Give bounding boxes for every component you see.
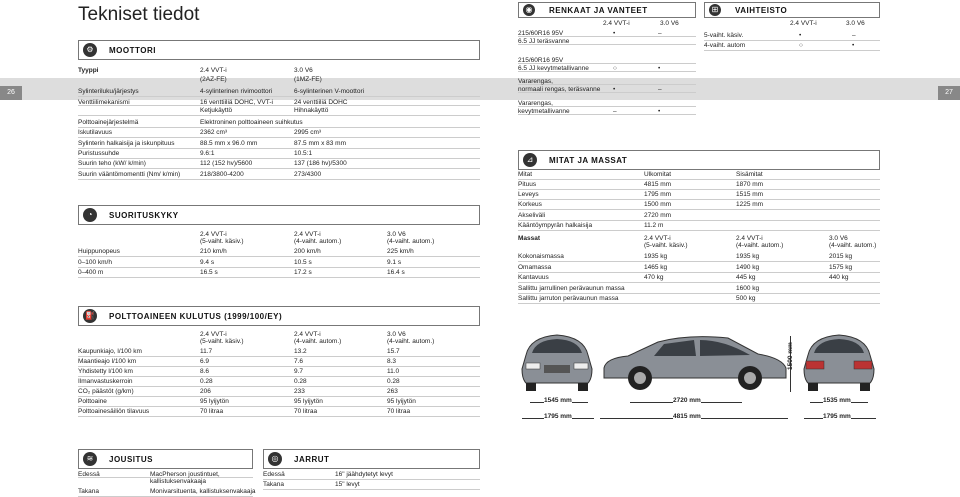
car-front-view <box>518 325 596 395</box>
mitat-row <box>518 190 880 200</box>
moottori-row <box>78 98 480 106</box>
renkaat-row <box>518 77 696 85</box>
renkaat-row-cell: 6.5 JJ teräsvanne <box>518 38 570 45</box>
polttoaine-col-head: 2.4 VVT-i <box>294 331 321 338</box>
moottori-heading: MOOTTORI <box>109 46 156 55</box>
polttoaine-row-cell: 70 litraa <box>200 408 224 415</box>
jousitus-row-cell: Edessä <box>78 471 100 478</box>
suorituskyky-row-cell: 0–100 km/h <box>78 258 112 266</box>
mitat-row-cell: 1500 mm <box>644 201 672 208</box>
dim-1795a-label: 1795 mm <box>544 413 572 420</box>
massat-col-head: 2.4 VVT-i <box>644 235 671 242</box>
moottori-row-cell: 10.5:1 <box>294 150 313 157</box>
brake-disc-icon: ◎ <box>268 452 282 466</box>
renkaat-row-cell: • <box>658 65 661 72</box>
renkaat-col-head: 2.4 VVT-i <box>603 20 630 27</box>
jousitus-header <box>78 449 253 469</box>
suorituskyky-heading: SUORITUSKYKY <box>109 211 179 220</box>
polttoaine-row-cell: CO₂ päästöt (g/km) <box>78 388 134 395</box>
jousitus-row <box>78 487 256 497</box>
polttoaine-row-cell: 70 litraa <box>294 408 318 415</box>
vaihteisto-row-cell: – <box>852 32 856 39</box>
suorituskyky-col-sub: (5-vaiht. käsiv.) <box>200 238 244 245</box>
polttoaine-row-cell: 95 lyijytön <box>294 398 323 405</box>
renkaat-row <box>518 107 696 115</box>
massat-col-sub: (5-vaiht. käsiv.) <box>644 242 688 249</box>
jarrut-header <box>263 449 480 469</box>
suorituskyky-header <box>78 205 480 225</box>
mitat-row-cell: 11.2 m <box>644 222 664 229</box>
moottori-row-cell: 16 venttiiliä DOHC, VVT-i <box>200 99 273 106</box>
suorituskyky-col-sub: (4-vaiht. autom.) <box>294 238 342 245</box>
polttoaine-row-cell: 15.7 <box>387 348 400 355</box>
mitat-row-cell: Akseliväli <box>518 212 546 219</box>
vaihteisto-heading: VAIHTEISTO <box>735 6 788 15</box>
polttoaine-row-cell: 11.7 <box>200 348 213 355</box>
renkaat-row-cell: kevytmetallivanne <box>518 108 570 115</box>
massat-row-cell: 1465 kg <box>644 263 668 271</box>
renkaat-row <box>518 85 696 93</box>
vaihteisto-row <box>704 41 880 51</box>
mitat-heading: MITAT JA MASSAT <box>549 156 628 165</box>
polttoaine-row <box>78 407 480 417</box>
dim-1535-label: 1535 mm <box>823 397 851 404</box>
moottori-row-cell: 6-sylinterinen V-moottori <box>294 88 365 95</box>
page-title: Tekniset tiedot <box>78 4 200 25</box>
suorituskyky-col-head: 2.4 VVT-i <box>294 231 321 238</box>
moottori-row-cell: Suurin vääntömomentti (Nm/ k/min) <box>78 171 181 178</box>
jousitus-row-cell: Monivarsituenta, kallistuksenvakaaja <box>150 488 256 495</box>
polttoaine-row-cell: Polttoainesäiliön tilavuus <box>78 408 150 415</box>
renkaat-row <box>518 29 696 37</box>
polttoaine-row-cell: 0.28 <box>387 378 400 385</box>
renkaat-heading: RENKAAT JA VANTEET <box>549 6 648 15</box>
moottori-row-cell: Ketjukäyttö <box>200 107 233 114</box>
massat-row-cell: 2015 kg <box>829 253 853 260</box>
moottori-row-cell: Venttiilimekanismi <box>78 99 130 106</box>
renkaat-row-cell: – <box>658 86 662 93</box>
moottori-row-cell: 88.5 mm x 96.0 mm <box>200 140 258 147</box>
dim-height-label: 1500 mm <box>787 342 794 370</box>
suorituskyky-row <box>78 268 480 278</box>
moottori-col1-head: 2.4 VVT-i <box>200 67 227 74</box>
moottori-row-cell: 137 (186 hv)/5300 <box>294 160 347 167</box>
moottori-row-cell: 9.6:1 <box>200 150 215 157</box>
moottori-header <box>78 40 480 60</box>
massat-row-cell: 1935 kg <box>736 253 760 260</box>
polttoaine-col-sub: (5-vaiht. käsiv.) <box>200 338 244 345</box>
polttoaine-row-cell: 6.9 <box>200 358 210 365</box>
massat-row-cell: 440 kg <box>829 274 849 281</box>
suorituskyky-row-cell: 0–400 m <box>78 269 104 276</box>
vaihteisto-col-head: 2.4 VVT-i <box>790 20 817 27</box>
mitat-row-cell: Korkeus <box>518 201 542 208</box>
moottori-col2-sub: (1MZ-FE) <box>294 76 322 83</box>
moottori-row-cell: 112 (152 hv)/5600 <box>200 160 253 167</box>
vaihteisto-row <box>704 31 880 41</box>
polttoaine-row <box>78 357 480 367</box>
polttoaine-row-cell: 7.6 <box>294 358 304 365</box>
massat-row <box>518 252 880 262</box>
ruler-icon: ⊿ <box>523 153 537 167</box>
moottori-row-cell: 273/4300 <box>294 171 322 178</box>
vaihteisto-row-cell: 4-vaiht. autom <box>704 42 746 49</box>
vaihteisto-row-cell: 5-vaiht. käsiv. <box>704 32 744 39</box>
suorituskyky-row-cell: 16.4 s <box>387 269 405 276</box>
suorituskyky-row-cell: 225 km/h <box>387 248 414 255</box>
renkaat-row-cell: – <box>613 108 617 115</box>
polttoaine-col-sub: (4-vaiht. autom.) <box>387 338 435 345</box>
massat-row-cell: Sallittu jarrullinen perävaunun massa <box>518 284 625 292</box>
renkaat-row-cell: Vararengas, <box>518 100 553 107</box>
renkaat-col-head: 3.0 V6 <box>660 20 679 27</box>
massat-row-cell: 445 kg <box>736 274 756 281</box>
mitat-header-row <box>518 170 880 180</box>
polttoaine-row-cell: 206 <box>200 388 211 395</box>
jarrut-row-cell: 15" levyt <box>335 481 360 488</box>
page-number-left: 26 <box>0 86 22 100</box>
massat-row-cell: 1575 kg <box>829 263 853 271</box>
jarrut-heading: JARRUT <box>294 455 330 464</box>
moottori-row-cell: 24 venttiiliä DOHC <box>294 99 348 106</box>
massat-col-head: 2.4 VVT-i <box>736 235 763 242</box>
engine-icon: ⚙ <box>83 43 97 57</box>
mitat-row-cell: 1225 mm <box>736 201 764 208</box>
mitat-row-cell: 1795 mm <box>644 191 672 198</box>
jarrut-row-cell: Edessä <box>263 471 285 478</box>
moottori-row <box>78 128 480 138</box>
moottori-row-cell: 4-sylinterinen rivimoottori <box>200 88 273 95</box>
renkaat-header <box>518 2 696 18</box>
jarrut-row <box>263 480 480 490</box>
dim-2720-label: 2720 mm <box>673 397 701 404</box>
renkaat-row-cell: • <box>613 86 616 93</box>
jousitus-row-cell: MacPherson joustintuet, <box>150 471 220 478</box>
polttoaine-row-cell: 9.7 <box>294 368 304 375</box>
moottori-row-cell: Elektroninen polttoaineen suihkutus <box>200 119 303 126</box>
vaihteisto-row-cell: ○ <box>799 42 803 49</box>
mitat-row <box>518 200 880 210</box>
suorituskyky-row-cell: 9.1 s <box>387 258 402 266</box>
moottori-row <box>78 170 480 180</box>
suorituskyky-row <box>78 247 480 257</box>
moottori-row-cell: 2995 cm³ <box>294 129 322 136</box>
polttoaine-col-sub: (4-vaiht. autom.) <box>294 338 342 345</box>
polttoaine-row-cell: 8.3 <box>387 358 397 365</box>
renkaat-row <box>518 37 696 45</box>
vaihteisto-header <box>704 2 880 18</box>
spring-icon: ≋ <box>83 452 97 466</box>
jousitus-row <box>78 470 253 478</box>
moottori-col1-sub: (2AZ-FE) <box>200 76 227 83</box>
moottori-col2-head: 3.0 V6 <box>294 67 313 74</box>
fuel-pump-icon: ⛽ <box>83 309 97 323</box>
mitat-row-cell: 4815 mm <box>644 181 672 188</box>
polttoaine-row <box>78 397 480 407</box>
polttoaine-row-cell: Yhdistetty l/100 km <box>78 368 133 375</box>
suorituskyky-row <box>78 258 480 268</box>
polttoaine-heading: POLTTOAINEEN KULUTUS (1999/100/EY) <box>109 312 283 321</box>
mitat-header <box>518 150 880 170</box>
massat-row-cell: Omamassa <box>518 263 552 271</box>
suorituskyky-row-cell: 10.5 s <box>294 258 312 266</box>
massat-row <box>518 263 880 273</box>
suorituskyky-row-cell: 16.5 s <box>200 269 218 276</box>
jarrut-row-cell: 16" jäähdytetyt levyt <box>335 471 393 478</box>
vaihteisto-row-cell: • <box>799 32 802 39</box>
polttoaine-row-cell: 0.28 <box>294 378 307 385</box>
moottori-row <box>78 106 480 116</box>
polttoaine-row <box>78 347 480 357</box>
massat-row-cell: 1600 kg <box>736 284 760 292</box>
massat-row-cell: 1490 kg <box>736 263 760 271</box>
dim-1545-label: 1545 mm <box>544 397 572 404</box>
mitat-row-cell: Pituus <box>518 181 537 188</box>
mitat-header-row-cell: Mitat <box>518 171 533 178</box>
typpi-label: Tyyppi <box>78 67 99 74</box>
renkaat-row <box>518 64 696 72</box>
moottori-row <box>78 149 480 159</box>
mitat-header-row-cell: Sisämitat <box>736 171 763 178</box>
polttoaine-row-cell: 70 litraa <box>387 408 411 415</box>
massat-row-cell: 500 kg <box>736 295 756 302</box>
polttoaine-row-cell: 233 <box>294 388 305 395</box>
renkaat-row-cell: – <box>658 30 662 37</box>
moottori-row-cell: 87.5 mm x 83 mm <box>294 140 347 147</box>
renkaat-row-cell: normaali rengas, teräsvanne <box>518 86 601 93</box>
massat-row-cell: 1935 kg <box>644 253 668 260</box>
renkaat-row <box>518 99 696 107</box>
mitat-row-cell: Leveys <box>518 191 539 198</box>
polttoaine-row-cell: 11.0 <box>387 368 400 375</box>
polttoaine-row-cell: 95 lyijytön <box>200 398 229 405</box>
polttoaine-row-cell: 13.2 <box>294 348 307 355</box>
massat-col-sub: (4-vaiht. autom.) <box>736 242 784 249</box>
massat-row-cell: Sallittu jarruton perävaunun massa <box>518 295 619 302</box>
massat-row-cell: Kantavuus <box>518 274 549 281</box>
renkaat-row-cell: ○ <box>613 65 617 72</box>
mitat-row <box>518 180 880 190</box>
jousitus-cell-extra: kallistuksenvakaaja <box>150 478 207 485</box>
renkaat-row-cell: • <box>658 108 661 115</box>
massat-row <box>518 273 880 283</box>
moottori-row-cell: 2362 cm³ <box>200 129 228 136</box>
polttoaine-row-cell: Kaupunkiajo, l/100 km <box>78 348 142 355</box>
massat-row-cell: Kokonaismassa <box>518 253 564 260</box>
speedometer-icon: ◔ <box>83 208 97 222</box>
suorituskyky-col-head: 3.0 V6 <box>387 231 406 238</box>
polttoaine-row-cell: 0.28 <box>200 378 213 385</box>
suorituskyky-row-cell: Huippunopeus <box>78 248 120 255</box>
polttoaine-col-head: 3.0 V6 <box>387 331 406 338</box>
polttoaine-col-head: 2.4 VVT-i <box>200 331 227 338</box>
mitat-row-cell: 2720 mm <box>644 212 672 219</box>
renkaat-row <box>518 56 696 64</box>
polttoaine-row-cell: 95 lyijytön <box>387 398 416 405</box>
jousitus-heading: JOUSITUS <box>109 455 154 464</box>
polttoaine-row-cell: Ilmanvastuskerroin <box>78 378 133 385</box>
tire-icon: ◉ <box>523 4 535 16</box>
jarrut-row-cell: Takana <box>263 481 284 488</box>
moottori-row-cell: Iskutilavuus <box>78 129 112 136</box>
renkaat-row-cell: 6.5 JJ kevytmetallivanne <box>518 65 589 72</box>
renkaat-row-cell: 215/60R16 95V <box>518 30 564 37</box>
polttoaine-header <box>78 306 480 326</box>
mitat-row-cell: Kääntöympyrän halkaisija <box>518 222 593 229</box>
renkaat-row-cell: 215/60R16 95V <box>518 57 564 64</box>
moottori-row-cell: Sylinterin halkaisija ja iskunpituus <box>78 140 175 147</box>
mitat-row <box>518 211 880 221</box>
massat-row <box>518 294 880 304</box>
moottori-row <box>78 159 480 169</box>
polttoaine-row-cell: 8.6 <box>200 368 210 375</box>
polttoaine-row <box>78 367 480 377</box>
renkaat-row-cell: Vararengas, <box>518 78 553 85</box>
polttoaine-row <box>78 387 480 397</box>
massat-row-cell: 470 kg <box>644 274 664 281</box>
polttoaine-row-cell: 263 <box>387 388 398 395</box>
massat-row <box>518 284 880 294</box>
moottori-row <box>78 118 480 128</box>
moottori-row-cell: 218/3800-4200 <box>200 171 244 178</box>
moottori-row-cell: Suurin teho (kW/ k/min) <box>78 160 146 167</box>
mitat-row-cell: 1870 mm <box>736 181 764 188</box>
massat-col-sub: (4-vaiht. autom.) <box>829 242 877 249</box>
page-number-right: 27 <box>938 86 960 100</box>
mitat-row-cell: 1515 mm <box>736 191 764 198</box>
dim-1795b-label: 1795 mm <box>823 413 851 420</box>
moottori-row <box>78 87 480 97</box>
suorituskyky-row-cell: 17.2 s <box>294 269 312 276</box>
vaihteisto-row-cell: • <box>852 42 855 49</box>
jousitus-row-cell: Takana <box>78 488 99 495</box>
jarrut-row <box>263 470 480 480</box>
massat-label: Massat <box>518 235 541 242</box>
mitat-header-row-cell: Ulkomitat <box>644 171 672 178</box>
vaihteisto-col-head: 3.0 V6 <box>846 20 865 27</box>
polttoaine-row-cell: Polttoaine <box>78 398 107 405</box>
polttoaine-row <box>78 377 480 387</box>
polttoaine-row-cell: Maantieajo l/100 km <box>78 358 137 365</box>
massat-col-head: 3.0 V6 <box>829 235 848 242</box>
car-rear-view <box>800 325 878 395</box>
moottori-row-cell: Hihnakäyttö <box>294 107 329 114</box>
gearbox-icon: ⊞ <box>709 4 721 16</box>
suorituskyky-col-sub: (4-vaiht. autom.) <box>387 238 435 245</box>
moottori-row-cell: Sylinteriluku/järjestys <box>78 88 139 95</box>
renkaat-row-cell: • <box>613 30 616 37</box>
suorituskyky-row-cell: 200 km/h <box>294 248 321 255</box>
suorituskyky-col-head: 2.4 VVT-i <box>200 231 227 238</box>
mitat-row <box>518 221 880 231</box>
suorituskyky-row-cell: 9.4 s <box>200 258 215 266</box>
moottori-row <box>78 139 480 149</box>
moottori-row-cell: Puristussuhde <box>78 150 120 157</box>
car-side-view <box>598 328 790 394</box>
suorituskyky-row-cell: 210 km/h <box>200 248 227 255</box>
dim-4815-label: 4815 mm <box>673 413 701 420</box>
moottori-row-cell: Polttoainejärjestelmä <box>78 119 139 126</box>
